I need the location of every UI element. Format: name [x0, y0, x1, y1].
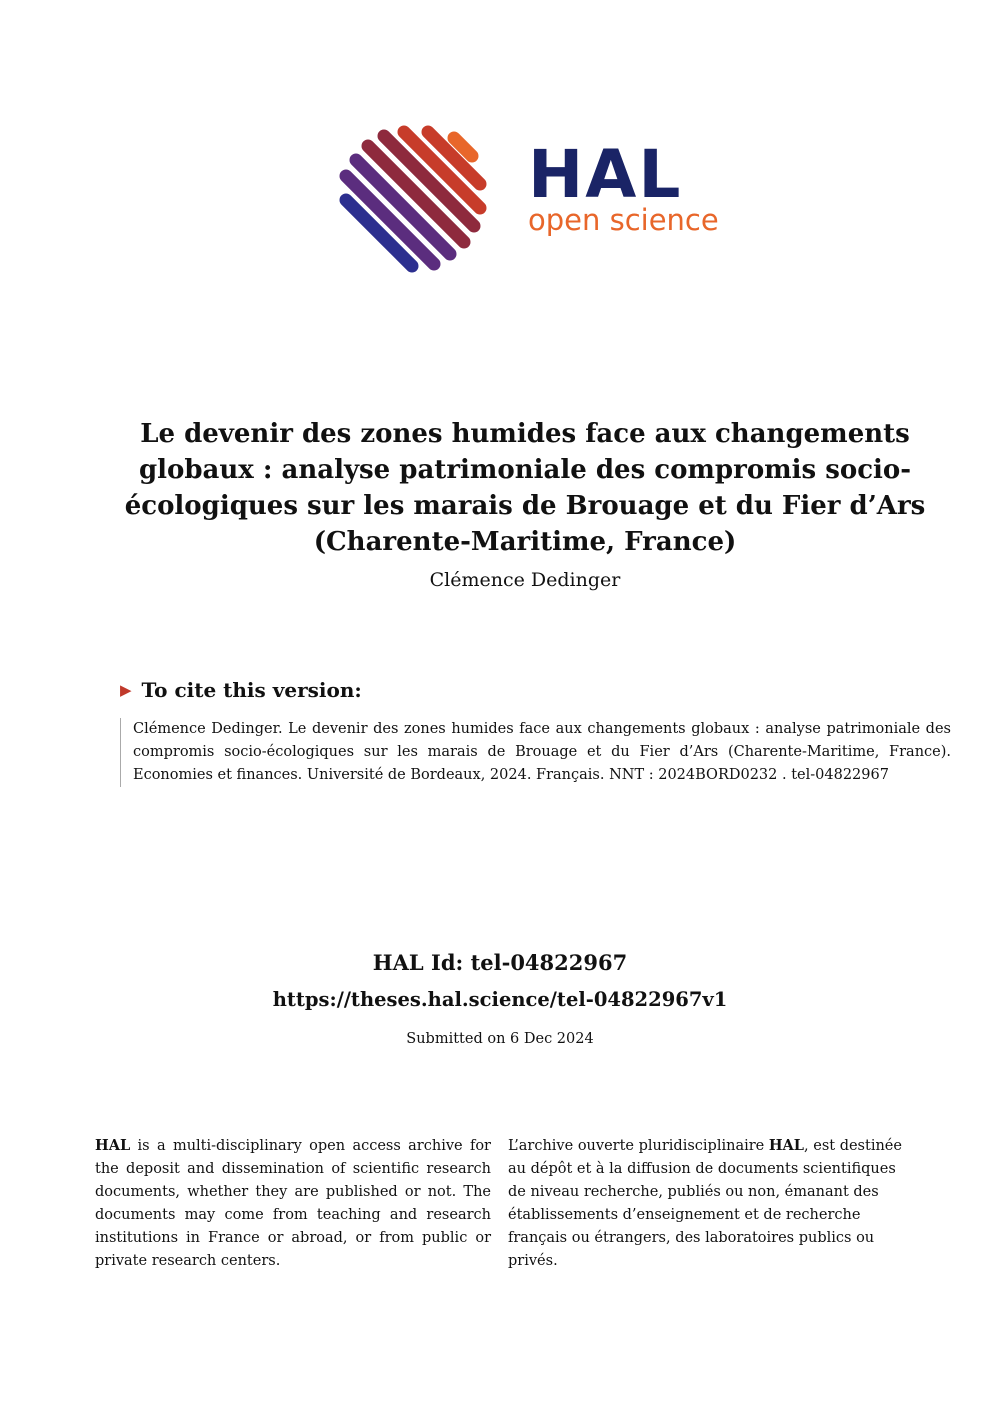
cite-heading	[120, 676, 362, 706]
submission-date: Submitted on 6 Dec 2024	[406, 1031, 594, 1047]
hal-tagline: open science	[528, 203, 719, 237]
statement-english-body: is a multi-disciplinary open access archive for the deposit and dissemination of scientific research documents, whether they are published or not. The documents may come from teaching and research institutions in France or abroad, or from public or private research centers.	[95, 1138, 491, 1269]
document-title: Le devenir des zones humides face aux changements globaux : analyse patrimoniale des compromis socio-écologiques sur les marais de Brouage et du Fier d’Ars (Charente-Maritime, France)	[124, 419, 926, 557]
statement-french	[508, 1134, 904, 1273]
hal-stripes-icon	[338, 124, 518, 274]
hal-id: HAL Id: tel-04822967	[372, 950, 628, 975]
hal-wordmark: HAL	[528, 136, 683, 213]
citation-text: Clémence Dedinger. Le devenir des zones humides face aux changements globaux : analyse patrimoniale des compromis socio-écologiques sur les marais de Brouage et du Fier d’Ars (Charente-Maritime, France). Economies et finances. Université de Bordeaux, 2024. Français. NNT : 2024BORD0232 . tel-04822967	[120, 718, 951, 787]
document-author: Clémence Dedinger	[429, 569, 621, 591]
statement-english-lead: HAL	[95, 1137, 131, 1154]
statement-french-start: L’archive ouverte pluridisciplinaire	[508, 1138, 769, 1154]
statement-french-hal: HAL	[768, 1137, 805, 1154]
hal-logo	[338, 124, 718, 274]
statement-french-end: , est destinée au dépôt et à la diffusion de documents scientifiques de niveau recherche, publiés ou non, émanant des établissements d’enseignement et de recherche français ou étrangers, des laboratoires publics ou privés.	[508, 1138, 902, 1269]
hal-url-link[interactable]: https://theses.hal.science/tel-04822967v1	[272, 988, 728, 1011]
triangle-right-icon: ▶	[120, 681, 132, 699]
statement-english	[95, 1134, 491, 1273]
cite-heading-label: To cite this version:	[141, 678, 362, 702]
